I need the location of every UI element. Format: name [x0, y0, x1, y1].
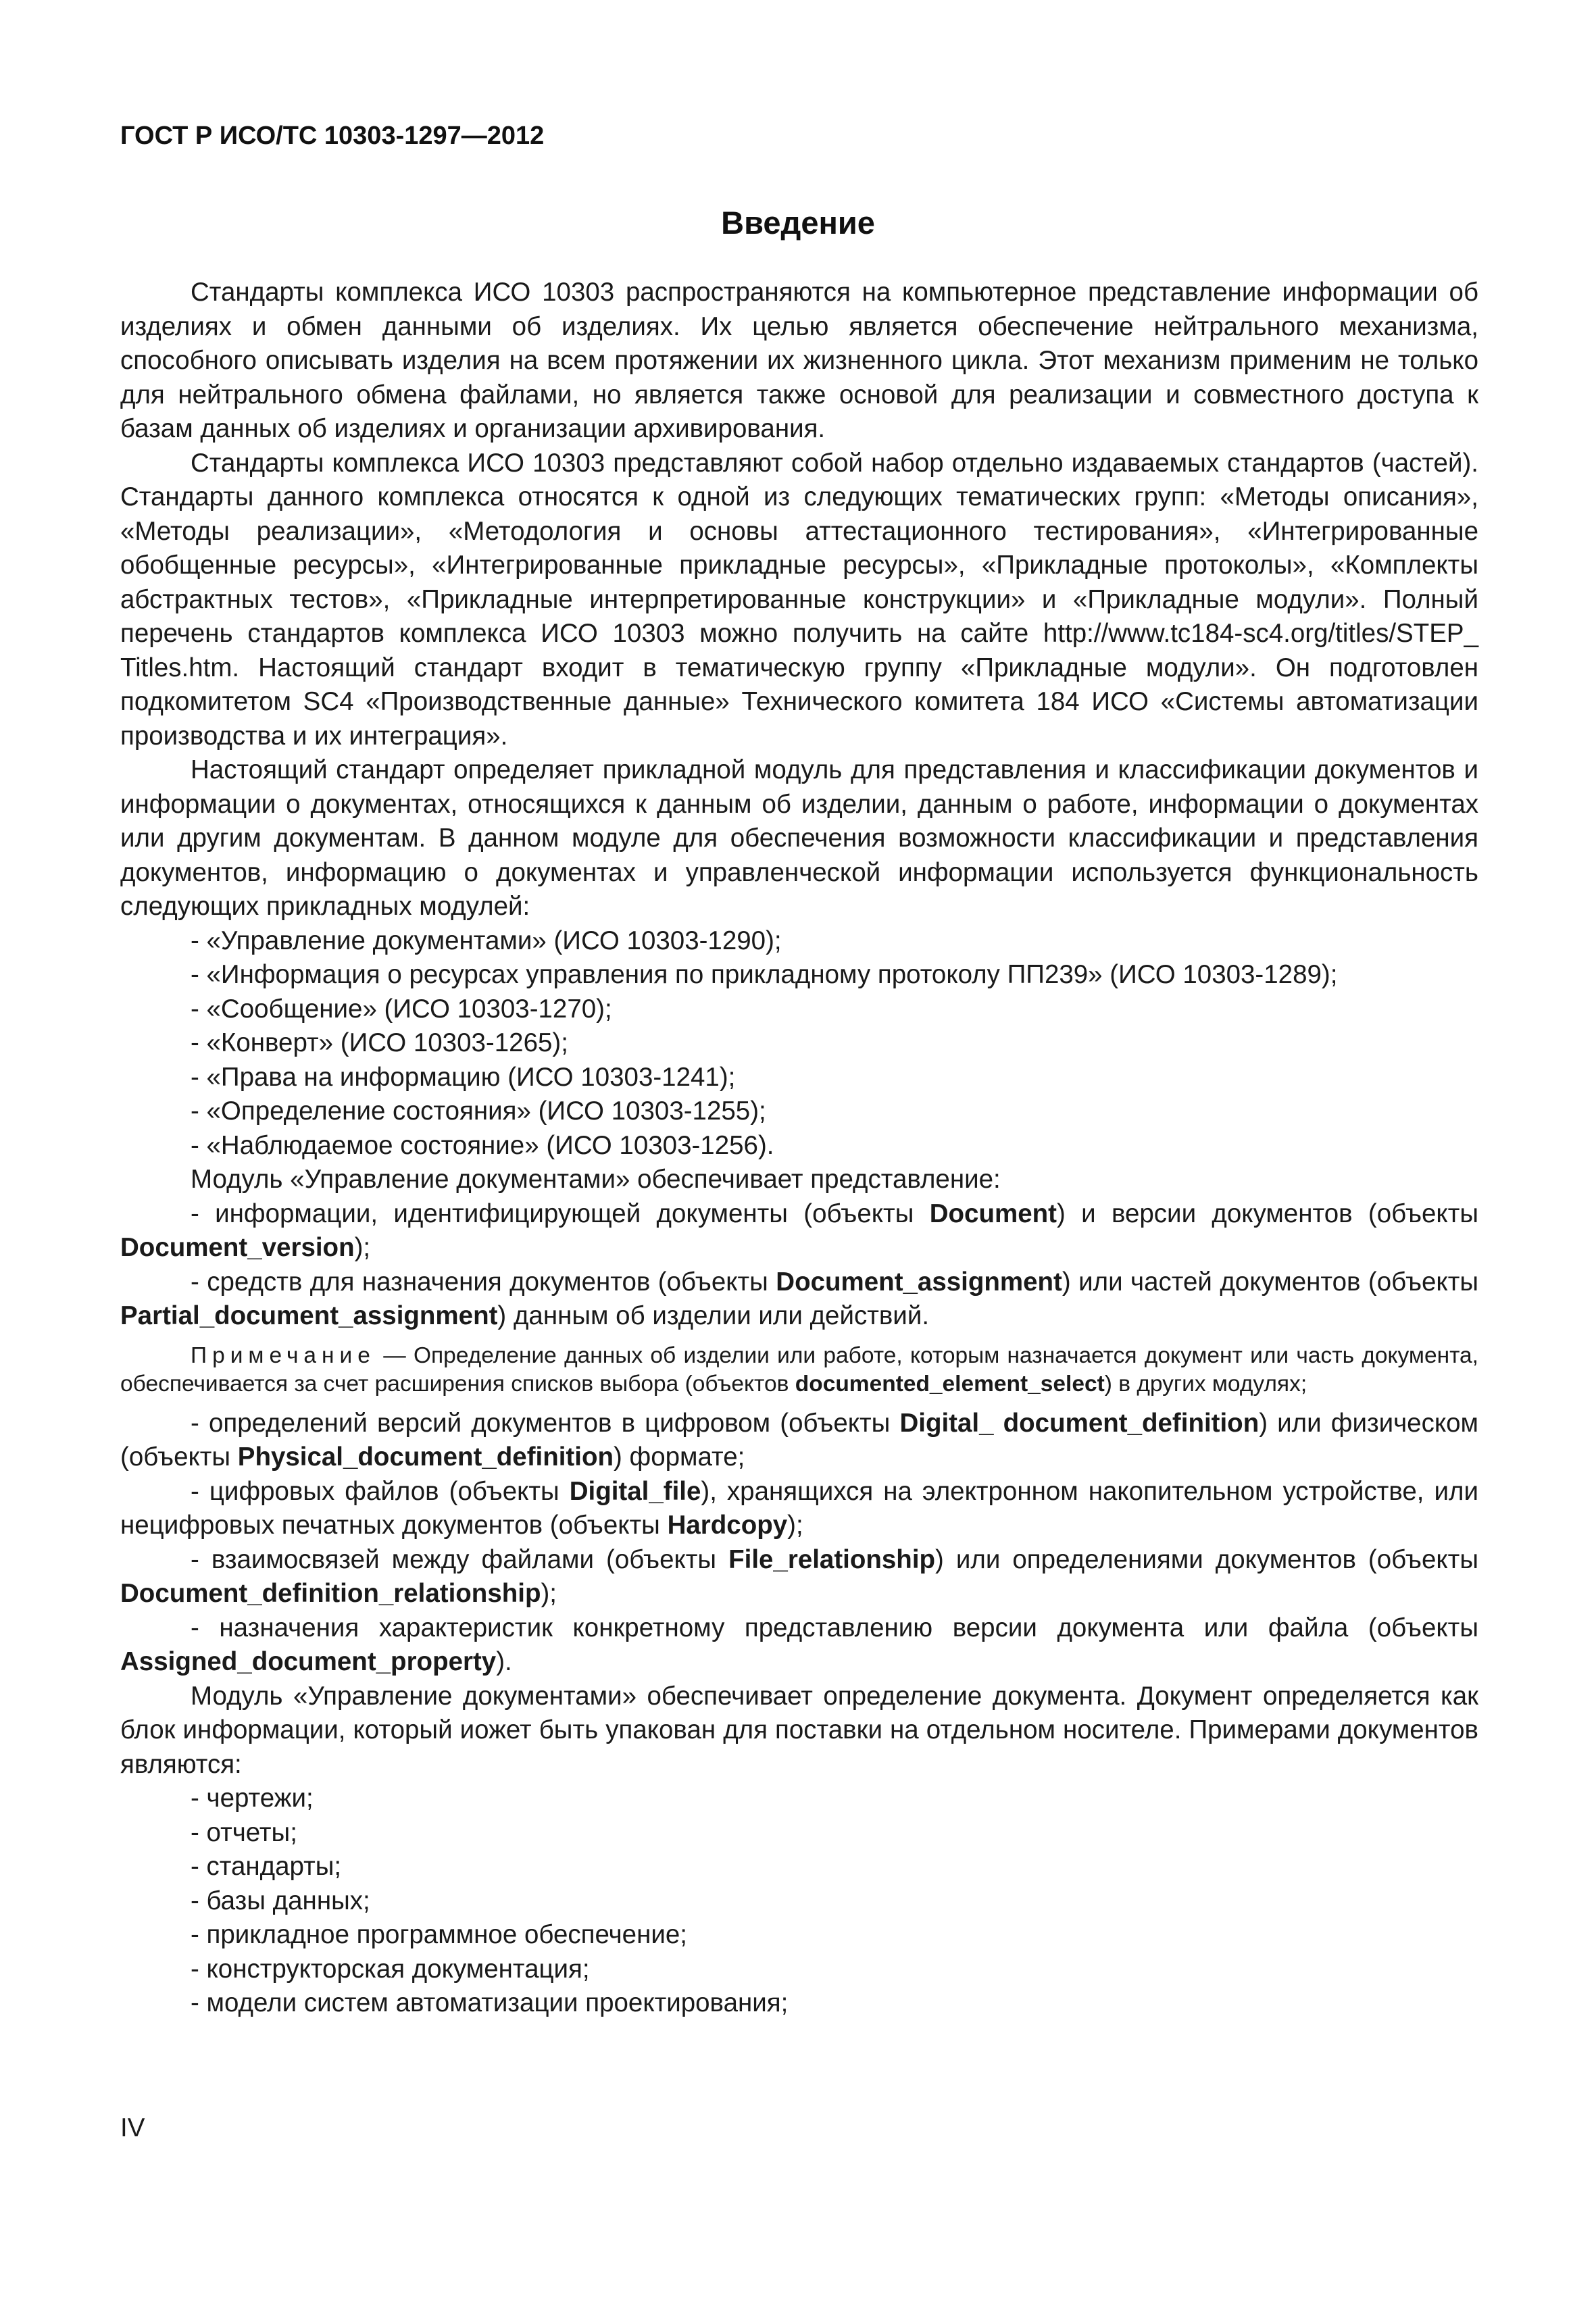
list-item: - цифровых файлов (объекты Digital_file), хранящихся на электронном накопительном устройстве, или нецифровых печатных документов (объекты Hardcopy);: [120, 1476, 1478, 1540]
page-number: IV: [120, 2113, 145, 2142]
list-item: - средств для назначения документов (объекты Document_assignment) или частей документов (объекты Partial_document_assignment) данным об изделии или действий.: [120, 1267, 1478, 1330]
entity-name: Digital_file: [569, 1476, 701, 1506]
list-item: - чертежи;: [191, 1784, 314, 1813]
entity-name: File_relationship: [728, 1544, 936, 1574]
entity-name: Document: [929, 1199, 1057, 1228]
document-body: [120, 276, 1478, 2021]
list-item: - отчеты;: [191, 1817, 297, 1847]
list-item: - «Сообщение» (ИСО 10303-1270);: [191, 994, 612, 1024]
list-item: - модели систем автоматизации проектирования;: [191, 1988, 789, 2017]
list-item: - определений версий документов в цифровом (объекты Digital_ document_definition) или физическом (объекты Physical_document_definition) формате;: [120, 1408, 1478, 1472]
list-item: - конструкторская документация;: [191, 1954, 590, 1984]
section-title: Введение: [721, 205, 875, 241]
entity-name: Assigned_document_property: [120, 1647, 497, 1676]
entity-name: Hardcopy: [667, 1511, 788, 1540]
paragraph-scope: Стандарты комплекса ИСО 10303 распространяются на компьютерное представление информации об изделиях и обмен данными об изделиях. Их целью является обеспечение нейтрального механизма, способного описывать изделия на всем протяжении их жизненного цикла. Этот механизм применим не только для нейтрального обмена файлами, но является также основой для реализации и совместного доступа к базам данных об изделиях и организации архивирования.: [120, 278, 1478, 443]
modules-list: [120, 924, 1478, 1163]
entity-name: Document_definition_relationship: [120, 1579, 541, 1608]
entity-name: Digital_ document_definition: [899, 1408, 1260, 1438]
list-item: - «Информация о ресурсах управления по прикладному протоколу ПП239» (ИСО 10303-1289);: [191, 960, 1338, 989]
list-item: - «Конверт» (ИСО 10303-1265);: [191, 1028, 568, 1057]
note-label: Примечание: [191, 1342, 376, 1368]
entity-name: documented_element_select: [795, 1371, 1105, 1397]
entity-name: Document_version: [120, 1233, 355, 1262]
list-item: - «Определение состояния» (ИСО 10303-1255);: [191, 1097, 766, 1126]
entity-name: Document_assignment: [776, 1267, 1062, 1297]
list-item: - базы данных;: [191, 1886, 370, 1915]
examples-list: [120, 1782, 1478, 2021]
provides-intro: Модуль «Управление документами» обеспечивает представление:: [191, 1165, 1001, 1194]
paragraph-series: Стандарты комплекса ИСО 10303 представляют собой набор отдельно издаваемых стандартов (частей). Стандарты данного комплекса относятся к одной из следующих тематических групп: «Методы описания», «Методы реализации», «Методология и основы аттестационного тестирования», «Интегрированные обобщенные ресурсы», «Интегрированные прикладные ресурсы», «Прикладные протоколы», «Комплекты абстрактных тестов», «Прикладные интерпретированные конструкции» и «Прикладные модули». Полный перечень стандартов комплекса ИСО 10303 можно получить на сайте http://www.tc184-sc4.org/titles/STEP_ Titles.htm. Настоящий стандарт входит в тематическую группу «Прикладные модули». Он подготовлен подкомитетом SC4 «Производственные данные» Технического комитета 184 ИСО «Системы автоматизации производства и их интеграция».: [120, 448, 1478, 751]
paragraph-definition: Модуль «Управление документами» обеспечивает определение документа. Документ определяется как блок информации, который иожет быть упакован для поставки на отдельном носителе. Примерами документов являются:: [120, 1681, 1478, 1779]
list-item: - «Управление документами» (ИСО 10303-1290);: [191, 926, 782, 955]
entity-name: Partial_document_assignment: [120, 1301, 498, 1330]
list-item: - взаимосвязей между файлами (объекты File_relationship) или определениями документов (объекты Document_definition_relationship);: [120, 1544, 1478, 1608]
paragraph-module: Настоящий стандарт определяет прикладной модуль для представления и классификации документов и информации о документах, относящихся к данным об изделии, данным о работе, информации о документах или другим документам. В данном модуле для обеспечения возможности классификации и представления документов, информацию о документах и управленческой информации используется функциональность следующих прикладных модулей:: [120, 755, 1478, 921]
standard-designation: ГОСТ Р ИСО/ТС 10303-1297—2012: [120, 122, 545, 150]
note: Примечание — Определение данных об изделии или работе, которым назначается документ или часть документа, обеспечивается за счет расширения списков выбора (объектов documented_element_select) в других модулях;: [120, 1342, 1478, 1397]
list-item: - прикладное программное обеспечение;: [191, 1920, 687, 1949]
entity-name: Physical_document_definition: [237, 1442, 614, 1472]
list-item: - информации, идентифицирующей документы (объекты Document) и версии документов (объекты Document_version);: [120, 1199, 1478, 1262]
list-item: - стандарты;: [191, 1852, 342, 1881]
list-item: - «Права на информацию (ИСО 10303-1241);: [191, 1062, 736, 1092]
list-item: - «Наблюдаемое состояние» (ИСО 10303-1256).: [191, 1130, 774, 1160]
list-item: - назначения характеристик конкретному представлению версии документа или файла (объекты Assigned_document_property).: [120, 1613, 1478, 1676]
